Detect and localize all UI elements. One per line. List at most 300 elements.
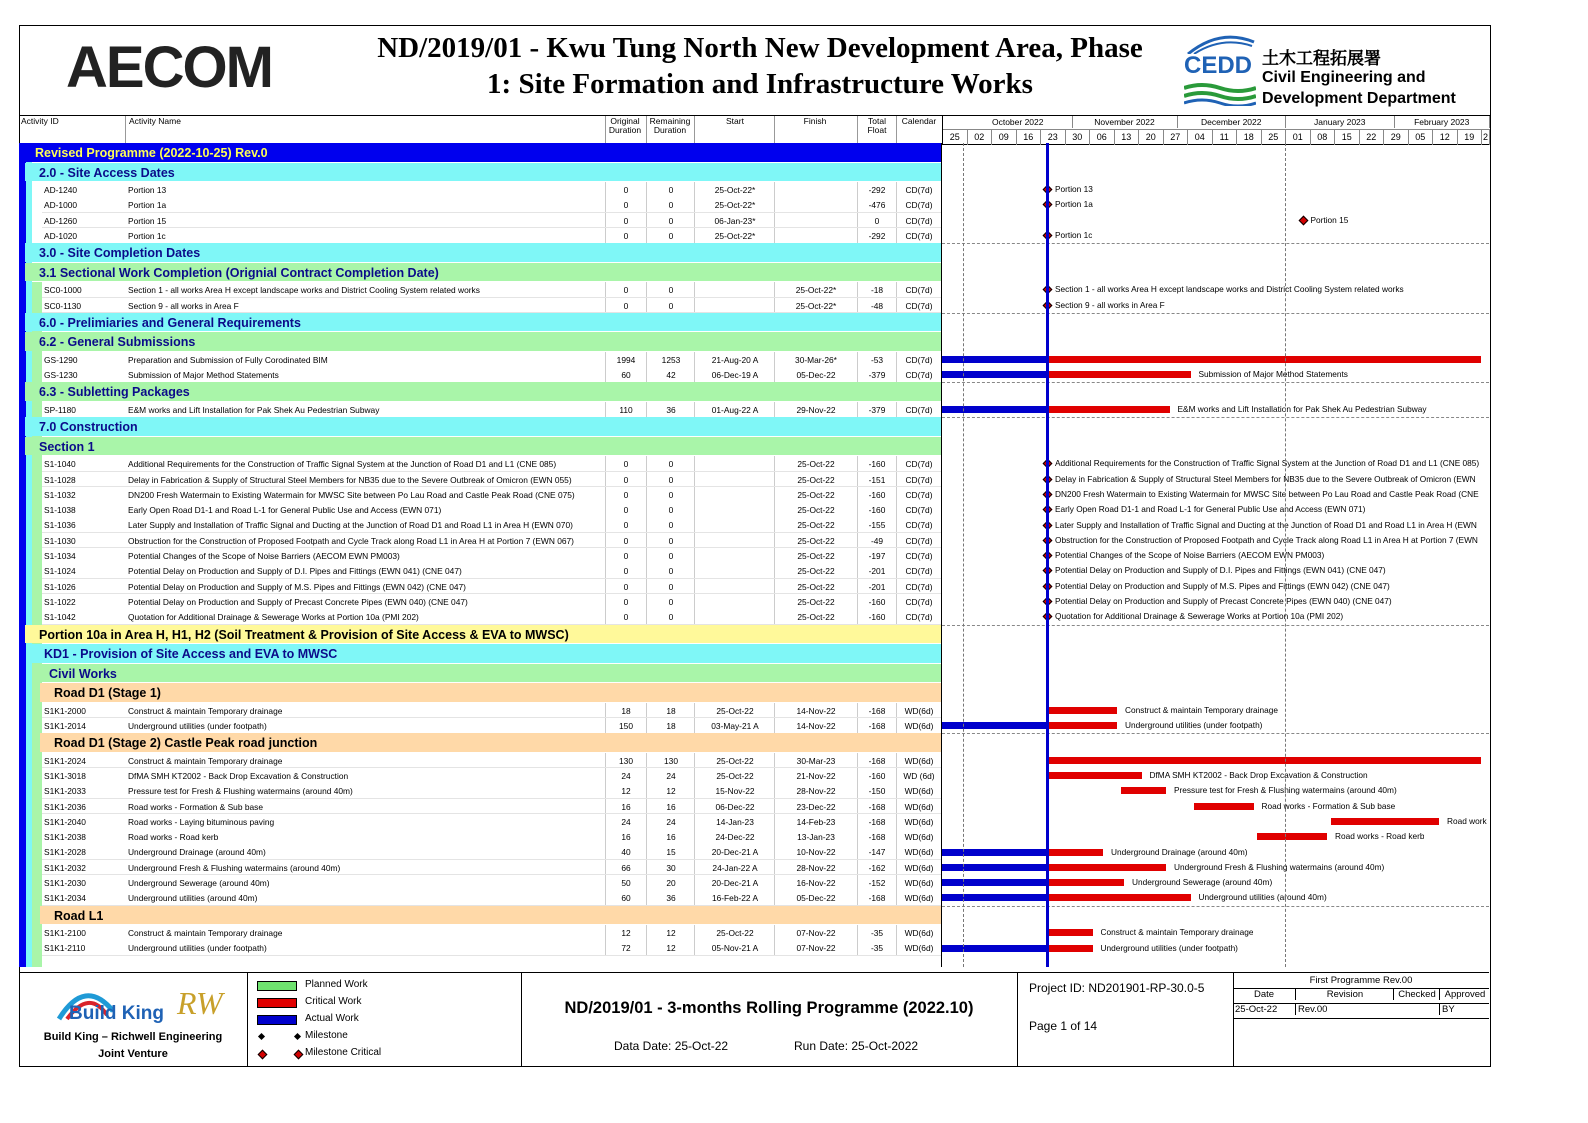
finish-date: 25-Oct-22*: [795, 300, 837, 311]
activity-name: Pressure test for Fresh & Flushing watermains (around 40m): [128, 786, 353, 797]
activity-row[interactable]: [42, 487, 942, 503]
start-date: 25-Oct-22*: [714, 200, 756, 211]
original-duration: 0: [623, 566, 629, 577]
gantt-bar-label: Road work: [1447, 815, 1487, 826]
gantt-grid-line: [942, 733, 1489, 734]
original-duration: 0: [623, 505, 629, 516]
remaining-duration: 0: [668, 230, 674, 241]
activity-row[interactable]: [42, 829, 942, 845]
activity-id: AD-1000: [44, 200, 78, 211]
gantt-bar-label: Underground utilities (around 40m): [1198, 892, 1327, 903]
finish-date: 05-Dec-22: [796, 370, 836, 381]
start-date: 06-Dec-22: [715, 801, 755, 812]
total-float: -197: [868, 551, 886, 561]
gantt-bar-label: Construct & maintain Temporary drainage: [1100, 927, 1254, 938]
remaining-duration: 16: [666, 801, 676, 812]
legend-critical-swatch: [257, 998, 297, 1008]
activity-row[interactable]: [42, 352, 942, 368]
activity-row[interactable]: [42, 456, 942, 472]
activity-id: AD-1260: [44, 215, 78, 226]
week-label: 20: [1139, 129, 1164, 145]
original-duration: 0: [623, 612, 629, 623]
activity-name: Portion 13: [128, 185, 167, 195]
gantt-bar-label: Construct & maintain Temporary drainage: [1125, 704, 1278, 715]
calendar: WD(6d): [904, 878, 934, 888]
table-gantt-divider: [941, 143, 942, 967]
group-label: 6.3 - Subletting Packages: [39, 385, 190, 400]
calendar: CD(7d): [905, 520, 933, 531]
finish-date: 14-Nov-22: [796, 720, 836, 731]
week-label: 30: [1066, 129, 1091, 145]
original-duration: 150: [619, 720, 633, 731]
gantt-grid-line: [942, 417, 1489, 418]
start-date: 03-May-21 A: [711, 720, 759, 731]
original-duration: 50: [621, 878, 631, 888]
activity-row[interactable]: [42, 533, 942, 549]
activity-id: SC0-1000: [44, 285, 82, 296]
week-label: 04: [1188, 129, 1213, 145]
finish-date: 25-Oct-22: [797, 489, 835, 500]
project-id: Project ID: ND201901-RP-30.0-5: [1029, 981, 1205, 995]
total-float: -35: [870, 943, 884, 954]
finish-date: 29-Nov-22: [796, 404, 836, 415]
original-duration: 72: [621, 943, 631, 954]
total-float: -18: [870, 285, 884, 296]
total-float: -53: [870, 354, 884, 365]
calendar: CD(7d): [905, 612, 933, 623]
start-date: 24-Jan-22 A: [712, 862, 758, 873]
data-date-line: [1046, 143, 1049, 967]
calendar: CD(7d): [905, 300, 933, 311]
actual-work-bar: [942, 371, 1047, 378]
revision-header-row: [1233, 989, 1489, 1004]
calendar: WD(6d): [904, 755, 934, 766]
rev-header-checked: Checked: [1393, 989, 1440, 1000]
activity-row[interactable]: [42, 197, 942, 213]
activity-id: S1K1-2110: [44, 943, 86, 954]
total-float: -168: [868, 816, 886, 827]
remaining-duration: 0: [668, 596, 674, 607]
gantt-bar-label: Road works - Road kerb: [1335, 831, 1425, 842]
activity-id: S1-1030: [44, 535, 76, 546]
activity-row[interactable]: [42, 548, 942, 564]
original-duration: 0: [623, 474, 629, 485]
original-duration: 130: [619, 755, 633, 766]
activity-row[interactable]: [42, 502, 942, 518]
remaining-duration: 0: [668, 215, 674, 226]
remaining-duration: 12: [666, 943, 676, 954]
activity-id: S1-1042: [44, 612, 76, 623]
week-label: 06: [1090, 129, 1115, 145]
critical-work-bar: [1047, 894, 1191, 901]
activity-row[interactable]: [42, 703, 942, 719]
activity-name: Underground utilities (under footpath): [128, 943, 267, 954]
actual-work-bar: [942, 879, 1047, 886]
activity-row[interactable]: [42, 402, 942, 418]
week-label: 27: [1164, 129, 1189, 145]
finish-date: 25-Oct-22: [797, 566, 835, 577]
activity-row[interactable]: [42, 367, 942, 383]
group-header-row: [40, 906, 942, 925]
finish-date: 28-Nov-22: [796, 862, 836, 873]
group-label: Road D1 (Stage 1): [54, 686, 161, 700]
start-date: 25-Oct-22*: [714, 230, 756, 241]
calendar: CD(7d): [905, 581, 933, 592]
original-duration: 24: [621, 816, 631, 827]
gantt-bar-label: Portion 1a: [1055, 199, 1093, 210]
group-header-row: [40, 733, 942, 752]
activity-id: S1K1-2036: [44, 801, 86, 812]
remaining-duration: 15: [666, 847, 676, 858]
legend-planned-swatch: [257, 981, 297, 991]
col-activity-id: Activity ID: [21, 116, 59, 126]
actual-work-bar: [942, 894, 1047, 901]
remaining-duration: 0: [668, 566, 674, 577]
programme-title: ND/2019/01 - 3-months Rolling Programme (2022.10): [564, 999, 974, 1017]
finish-date: 13-Jan-23: [797, 832, 835, 843]
calendar: CD(7d): [905, 230, 933, 241]
gantt-bar-label: Underground Sewerage (around 40m): [1132, 877, 1273, 888]
original-duration: 12: [621, 786, 631, 797]
calendar: CD(7d): [905, 185, 933, 195]
activity-row[interactable]: [42, 228, 942, 244]
activity-row[interactable]: [42, 213, 942, 229]
remaining-duration: 36: [666, 404, 676, 415]
total-float: -379: [868, 404, 886, 415]
cedd-waves-icon: [1184, 82, 1256, 106]
critical-work-bar: [1047, 406, 1170, 413]
activity-id: S1K1-2033: [44, 786, 86, 797]
group-header-row: [25, 243, 942, 262]
remaining-duration: 0: [668, 551, 674, 561]
calendar: CD(7d): [905, 551, 933, 561]
activity-name: Underground utilities (around 40m): [128, 893, 258, 904]
finish-date: 25-Oct-22: [797, 535, 835, 546]
rev-value-revision: Rev.00: [1295, 1004, 1394, 1015]
activity-id: S1K1-2000: [44, 705, 86, 716]
activity-id: S1-1026: [44, 581, 76, 592]
total-float: 0: [874, 215, 880, 226]
total-float: -201: [868, 581, 886, 592]
activity-row[interactable]: [42, 875, 942, 891]
activity-name: Potential Delay on Production and Supply of Precast Concrete Pipes (EWN 040) (CNE 047): [128, 596, 468, 607]
calendar: WD(6d): [904, 832, 934, 843]
original-duration: 24: [621, 770, 631, 781]
activity-name: Portion 1a: [128, 200, 167, 211]
activity-name: Submission of Major Method Statements: [128, 370, 279, 381]
remaining-duration: 0: [668, 535, 674, 546]
remaining-duration: 0: [668, 612, 674, 623]
activity-name: Portion 15: [128, 215, 167, 226]
activity-id: S1-1038: [44, 505, 76, 516]
calendar: WD(6d): [904, 862, 934, 873]
activity-id: S1K1-3018: [44, 770, 86, 781]
activity-row[interactable]: [42, 609, 942, 625]
group-label: Road D1 (Stage 2) Castle Peak road junction: [54, 736, 318, 751]
original-duration: 1994: [616, 354, 636, 365]
activity-row[interactable]: [42, 517, 942, 533]
start-date: 25-Oct-22: [716, 928, 754, 939]
legend-milestone-icon-2: [294, 1033, 301, 1040]
revision-value-row: [1233, 1004, 1489, 1019]
critical-work-bar: [1047, 722, 1117, 729]
gantt-bar-label: Potential Delay on Production and Supply of M.S. Pipes and Fittings (EWN 042) (CNE 047): [1055, 580, 1390, 591]
activity-id: SP-1180: [44, 404, 76, 415]
start-date: 24-Dec-22: [715, 832, 755, 843]
activity-row[interactable]: [42, 282, 942, 298]
activity-row[interactable]: [42, 799, 942, 815]
week-label: 02: [968, 129, 993, 145]
activity-row[interactable]: [42, 860, 942, 876]
group-label: Portion 10a in Area H, H1, H2 (Soil Treatment & Provision of Site Access & EVA to MWSC): [39, 627, 569, 642]
gantt-bar-label: Portion 15: [1310, 214, 1349, 225]
calendar: WD(6d): [904, 705, 934, 716]
week-label: 29: [1384, 129, 1409, 145]
group-header-row: [25, 625, 942, 644]
week-label: 05: [1409, 129, 1434, 145]
activity-id: GS-1290: [44, 354, 78, 365]
total-float: -160: [868, 770, 886, 781]
actual-work-bar: [942, 722, 1047, 729]
activity-row[interactable]: [42, 594, 942, 610]
remaining-duration: 0: [668, 185, 674, 195]
start-date: 21-Aug-20 A: [711, 354, 759, 365]
build-king-name: Build King: [69, 1003, 164, 1024]
activity-row[interactable]: [42, 925, 942, 941]
week-label: 11: [1213, 129, 1238, 145]
group-header-row: [25, 332, 942, 351]
total-float: -49: [870, 535, 884, 546]
activity-row[interactable]: [42, 890, 942, 906]
total-float: -35: [870, 928, 884, 939]
week-label: 22: [1360, 129, 1385, 145]
col-total-float: Total Float: [867, 116, 887, 135]
legend-milestone-critical-icon-2: [294, 1050, 304, 1060]
activity-id: S1-1024: [44, 566, 76, 577]
group-header-row: [30, 644, 942, 663]
start-date: 16-Feb-22 A: [711, 893, 759, 904]
remaining-duration: 24: [666, 770, 676, 781]
legend-milestone-critical: Milestone Critical: [305, 1047, 382, 1058]
gantt-bar-label: Road works - Formation & Sub base: [1261, 800, 1396, 811]
calendar: CD(7d): [905, 354, 933, 365]
original-duration: 40: [621, 847, 631, 858]
gantt-bar-label: Potential Delay on Production and Supply of D.I. Pipes and Fittings (EWN 041) (CNE 047): [1055, 565, 1386, 576]
start-date: 15-Nov-22: [715, 786, 755, 797]
critical-work-bar: [1047, 849, 1103, 856]
rev-value-approved: BY: [1439, 1004, 1490, 1015]
total-float: -150: [868, 786, 886, 797]
activity-row[interactable]: [42, 768, 942, 784]
cedd-english-name: [1262, 67, 1456, 109]
start-date: 20-Dec-21 A: [711, 847, 759, 858]
activity-row[interactable]: [42, 718, 942, 734]
run-date: Run Date: 25-Oct-2022: [794, 1039, 919, 1053]
week-label: 16: [1017, 129, 1042, 145]
activity-id: S1K1-2034: [44, 893, 86, 904]
total-float: -168: [868, 832, 886, 843]
original-duration: 0: [623, 285, 629, 296]
remaining-duration: 0: [668, 285, 674, 296]
week-label: 25: [1262, 129, 1287, 145]
total-float: -152: [868, 878, 886, 888]
activity-id: S1K1-2038: [44, 832, 86, 843]
activity-row[interactable]: [42, 940, 942, 956]
gantt-bar-label: Delay in Fabrication & Supply of Structural Steel Members for NB35 due to the Severe Outbreak of Omicron (EWN: [1055, 473, 1476, 484]
gantt-bar-label: Section 1 - all works Area H except landscape works and District Cooling System related works: [1055, 284, 1404, 295]
rw-logo: RW: [177, 985, 223, 1021]
activity-id: SC0-1130: [44, 300, 82, 311]
week-label: 19: [1458, 129, 1483, 145]
total-float: -168: [868, 705, 886, 716]
gantt-grid-line: [942, 313, 1489, 314]
activity-row[interactable]: [42, 579, 942, 595]
week-label: 08: [1311, 129, 1336, 145]
month-label: October 2022: [964, 116, 1073, 128]
group-header-row: [19, 143, 942, 162]
critical-work-bar: [1047, 707, 1117, 714]
activity-name: Construct & maintain Temporary drainage: [128, 928, 283, 939]
cedd-arc-icon: [1182, 34, 1258, 54]
cedd-logo: [1182, 34, 1482, 110]
gantt-bar-label: Underground utilities (under footpath): [1125, 719, 1263, 730]
week-label: 23: [1041, 129, 1066, 145]
total-float: -160: [868, 459, 886, 470]
activity-row[interactable]: [42, 298, 942, 314]
total-float: -168: [868, 755, 886, 766]
week-label: 15: [1335, 129, 1360, 145]
group-label: Civil Works: [49, 666, 117, 681]
rev-header-revision: Revision: [1295, 989, 1394, 1000]
group-label: Section 1: [39, 439, 95, 454]
activity-id: GS-1230: [44, 370, 78, 381]
indent-stripe-level0: [19, 162, 26, 967]
activity-id: S1K1-2032: [44, 862, 86, 873]
calendar: WD(6d): [904, 786, 934, 797]
group-header-row: [40, 683, 942, 702]
calendar: WD(6d): [904, 801, 934, 812]
total-float: -168: [868, 720, 886, 731]
calendar: WD(6d): [904, 720, 934, 731]
gantt-grid-line: [942, 625, 1489, 626]
week-label: 2: [1482, 129, 1490, 145]
activity-name: Road works - Formation & Sub base: [128, 801, 263, 812]
cedd-en-line-1: Civil Engineering and: [1262, 69, 1426, 86]
finish-date: 23-Dec-22: [796, 801, 836, 812]
group-label: 6.2 - General Submissions: [39, 335, 196, 350]
original-duration: 16: [621, 832, 631, 843]
gantt-period-line: [1285, 143, 1286, 967]
activity-row[interactable]: [42, 753, 942, 769]
original-duration: 0: [623, 200, 629, 211]
gantt-period-line: [963, 143, 964, 967]
activity-id: S1-1032: [44, 489, 76, 500]
activity-row[interactable]: [42, 563, 942, 579]
actual-work-bar: [942, 406, 1047, 413]
legend-milestone: Milestone: [305, 1030, 348, 1041]
gantt-bar-label: E&M works and Lift Installation for Pak Shek Au Pedestrian Subway: [1177, 404, 1427, 415]
activity-id: S1K1-2014: [44, 720, 86, 731]
calendar: CD(7d): [905, 370, 933, 381]
finish-date: 30-Mar-26*: [795, 354, 837, 365]
critical-work-bar: [1047, 371, 1191, 378]
col-finish: Finish: [803, 116, 827, 126]
week-label: 09: [992, 129, 1017, 145]
gantt-bar-label: DN200 Fresh Watermain to Existing Watermain for MWSC Site between Po Lau Road and Castle Peak Road (CNE: [1055, 488, 1479, 499]
col-original-duration: Original Duration: [608, 116, 642, 135]
remaining-duration: 1253: [661, 354, 681, 365]
actual-work-bar: [942, 849, 1047, 856]
jv-name-line-2: Joint Venture: [98, 1048, 168, 1060]
finish-date: 25-Oct-22: [797, 596, 835, 607]
calendar: CD(7d): [905, 200, 933, 211]
original-duration: 0: [623, 215, 629, 226]
original-duration: 60: [621, 893, 631, 904]
remaining-duration: 0: [668, 474, 674, 485]
start-date: 25-Oct-22: [716, 770, 754, 781]
activity-id: S1-1040: [44, 459, 76, 470]
finish-date: 10-Nov-22: [796, 847, 836, 858]
activity-row[interactable]: [42, 814, 942, 830]
group-label: KD1 - Provision of Site Access and EVA to MWSC: [44, 647, 338, 661]
gantt-bar-label: Quotation for Additional Drainage & Sewerage Works at Portion 10a (PMI 202): [1055, 611, 1344, 622]
rev-header-date: Date: [1253, 989, 1275, 1000]
remaining-duration: 0: [668, 489, 674, 500]
remaining-duration: 0: [668, 459, 674, 470]
week-label: 18: [1237, 129, 1262, 145]
remaining-duration: 12: [666, 786, 676, 797]
group-header-row: [25, 263, 942, 282]
cedd-en-line-2: Development Department: [1262, 90, 1456, 107]
calendar: CD(7d): [905, 474, 933, 485]
calendar: WD(6d): [904, 816, 934, 827]
critical-work-bar: [1121, 787, 1167, 794]
remaining-duration: 18: [666, 720, 676, 731]
activity-name: Section 1 - all works Area H except landscape works and District Cooling System related works: [128, 285, 480, 296]
gantt-bar-label: Underground utilities (under footpath): [1100, 942, 1238, 953]
original-duration: 0: [623, 459, 629, 470]
calendar: CD(7d): [905, 404, 933, 415]
activity-row[interactable]: [42, 472, 942, 488]
finish-date: 07-Nov-22: [796, 943, 836, 954]
activity-name: Road works - Road kerb: [128, 832, 219, 843]
finish-date: 25-Oct-22*: [795, 285, 837, 296]
remaining-duration: 36: [666, 893, 676, 904]
activity-row[interactable]: [42, 844, 942, 860]
activity-name: DfMA SMH KT2002 - Back Drop Excavation & Construction: [128, 770, 349, 781]
legend: [253, 979, 513, 1063]
activity-row[interactable]: [42, 783, 942, 799]
total-float: -160: [868, 489, 886, 500]
page-title: [330, 30, 1190, 102]
gantt-bar-label: Section 9 - all works in Area F: [1055, 299, 1165, 310]
calendar: CD(7d): [905, 489, 933, 500]
week-label: 01: [1286, 129, 1311, 145]
table-column-header: [19, 115, 942, 145]
remaining-duration: 0: [668, 200, 674, 211]
activity-name: Potential Delay on Production and Supply of D.I. Pipes and Fittings (EWN 041) (CNE 047): [128, 566, 462, 577]
original-duration: 12: [621, 928, 631, 939]
critical-work-bar: [1047, 757, 1481, 764]
activity-row[interactable]: [42, 182, 942, 198]
original-duration: 110: [619, 404, 633, 415]
original-duration: 0: [623, 520, 629, 531]
actual-work-bar: [942, 356, 1047, 363]
jv-name-line-1: Build King – Richwell Engineering: [43, 1031, 223, 1043]
activity-name: Construct & maintain Temporary drainage: [128, 755, 283, 766]
activity-name: Section 9 - all works in Area F: [128, 300, 239, 311]
remaining-duration: 20: [666, 878, 676, 888]
